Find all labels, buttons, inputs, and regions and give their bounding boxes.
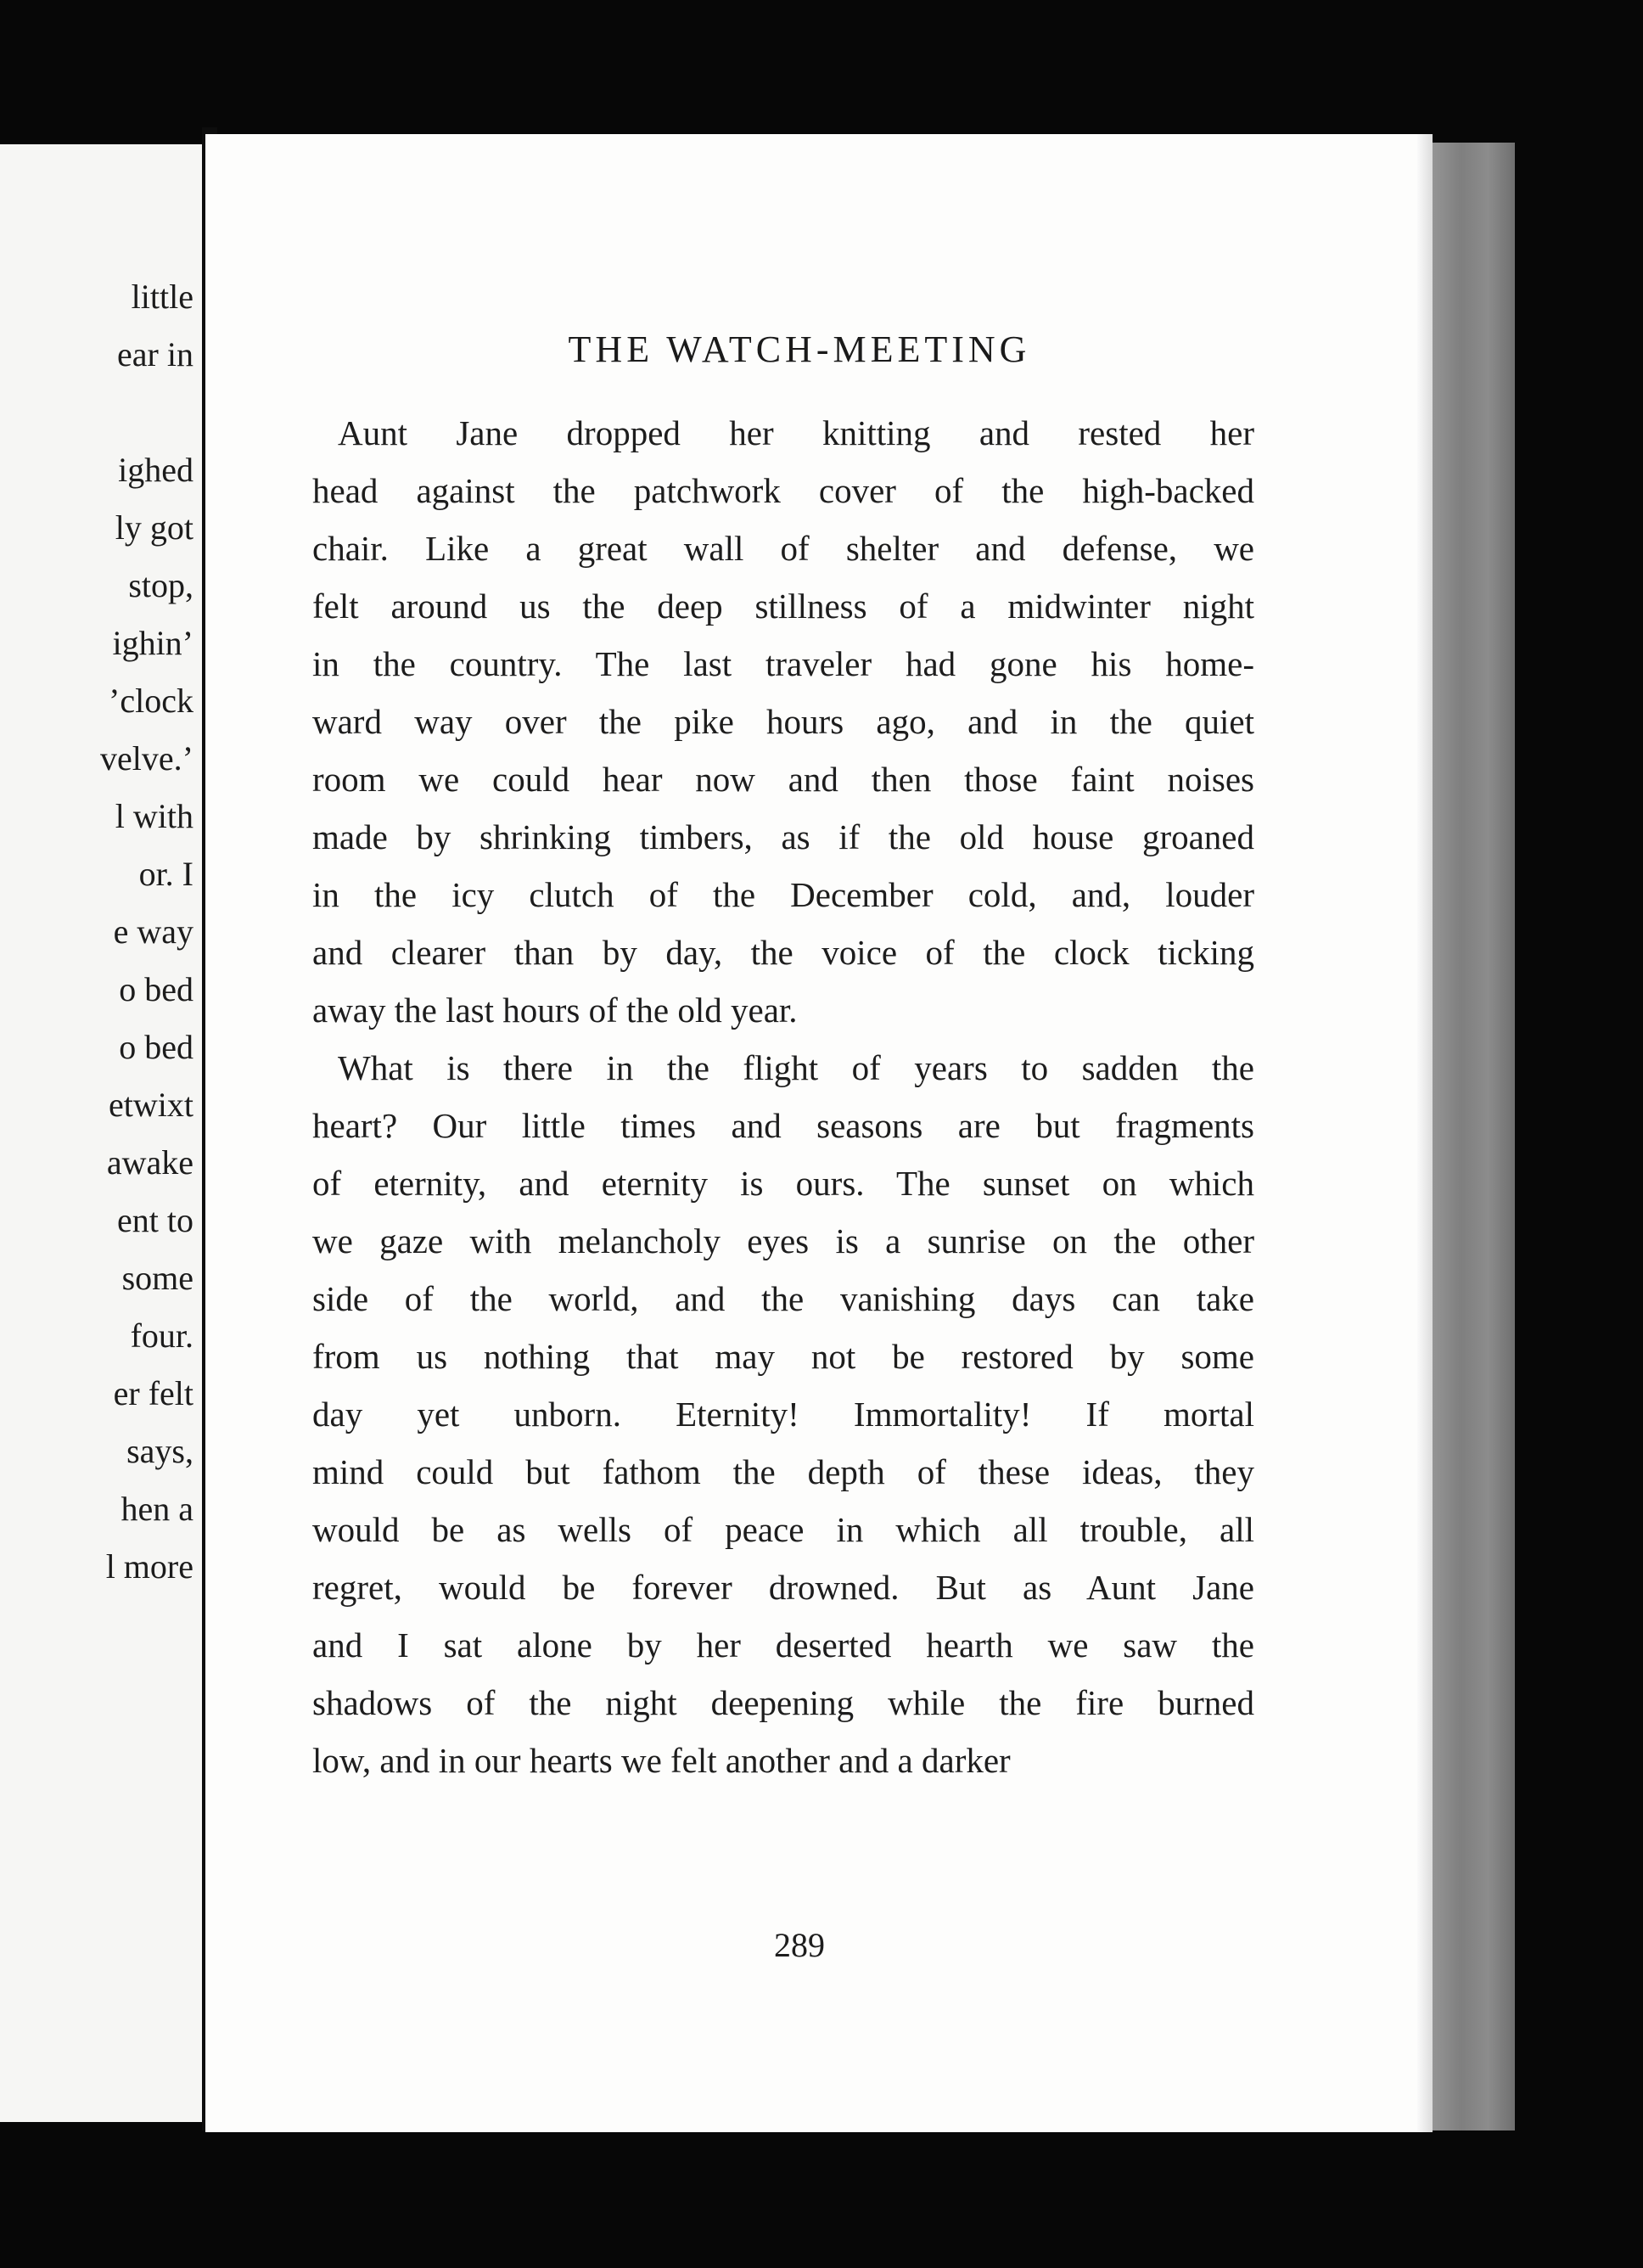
text-line: and clearer than by day, the voice of the clock ticking <box>312 933 1254 972</box>
text-line: What is there in the flight of years to sadden the <box>338 1048 1254 1087</box>
left-page-line: ly got <box>115 508 193 547</box>
text-line: ward way over the pike hours ago, and in the quiet <box>312 702 1254 741</box>
text-line: made by shrinking timbers, as if the old house groaned <box>312 817 1254 856</box>
left-page-line: some <box>121 1259 193 1297</box>
text-line: head against the patchwork cover of the high-backed <box>312 471 1254 510</box>
left-page-line: l with <box>115 797 193 835</box>
page-edge-stack <box>1426 143 1515 2130</box>
left-page-line: ent to <box>117 1201 193 1239</box>
text-line: would be as wells of peace in which all trouble, all <box>312 1510 1254 1549</box>
left-page-line: o bed <box>119 970 193 1008</box>
text-line: room we could hear now and then those faint noises <box>312 760 1254 799</box>
text-line: regret, would be forever drowned. But as Aunt Jane <box>312 1568 1254 1607</box>
text-line: of eternity, and eternity is ours. The sunset on which <box>312 1164 1254 1203</box>
left-page-line: hen a <box>121 1490 193 1528</box>
running-head: THE WATCH-MEETING <box>568 328 1031 370</box>
text-line: Aunt Jane dropped her knitting and rested her <box>338 413 1254 452</box>
left-page <box>0 144 202 2122</box>
left-page-line: ’clock <box>109 682 193 720</box>
left-page-line: er felt <box>113 1374 193 1412</box>
left-page-line: e way <box>113 912 193 951</box>
text-line: we gaze with melancholy eyes is a sunrise on the other <box>312 1221 1254 1260</box>
left-page-line: four. <box>130 1316 193 1355</box>
left-page-line: ighed <box>118 451 193 489</box>
text-line: from us nothing that may not be restored by some <box>312 1337 1254 1376</box>
text-line: side of the world, and the vanishing days can take <box>312 1279 1254 1318</box>
text-line: low, and in our hearts we felt another and a darker <box>312 1741 1011 1780</box>
left-page-line: ighin’ <box>112 624 193 662</box>
left-page-line: or. I <box>138 855 193 893</box>
left-page-line: l more <box>105 1547 193 1586</box>
right-page <box>205 134 1419 2132</box>
text-line: felt around us the deep stillness of a midwinter night <box>312 587 1254 626</box>
paragraph <box>312 404 1254 1039</box>
left-page-line: little <box>131 278 193 316</box>
paragraph <box>312 1039 1254 1789</box>
text-line: mind could but fathom the depth of these ideas, they <box>312 1452 1254 1491</box>
left-page-line: o bed <box>119 1028 193 1066</box>
page-edge-lip <box>1417 134 1433 2132</box>
text-line: heart? Our little times and seasons are but fragments <box>312 1106 1254 1145</box>
page-number: 289 <box>774 1926 825 1964</box>
text-line: in the icy clutch of the December cold, and, louder <box>312 875 1254 914</box>
left-page-line: awake <box>106 1143 193 1182</box>
left-page-line: velve.’ <box>100 739 193 778</box>
text-line: away the last hours of the old year. <box>312 991 798 1030</box>
left-page-line: etwixt <box>109 1086 193 1124</box>
text-line: shadows of the night deepening while the fire burned <box>312 1683 1254 1722</box>
text-line: day yet unborn. Eternity! Immortality! If mortal <box>312 1395 1254 1434</box>
text-line: chair. Like a great wall of shelter and defense, we <box>312 529 1254 568</box>
left-page-line: says, <box>126 1432 193 1470</box>
text-line: in the country. The last traveler had gone his home- <box>312 644 1254 683</box>
left-page-line: ear in <box>117 335 193 373</box>
text-line: and I sat alone by her deserted hearth we saw the <box>312 1625 1254 1665</box>
body-text <box>312 404 1254 1789</box>
left-page-line: stop, <box>128 566 193 604</box>
